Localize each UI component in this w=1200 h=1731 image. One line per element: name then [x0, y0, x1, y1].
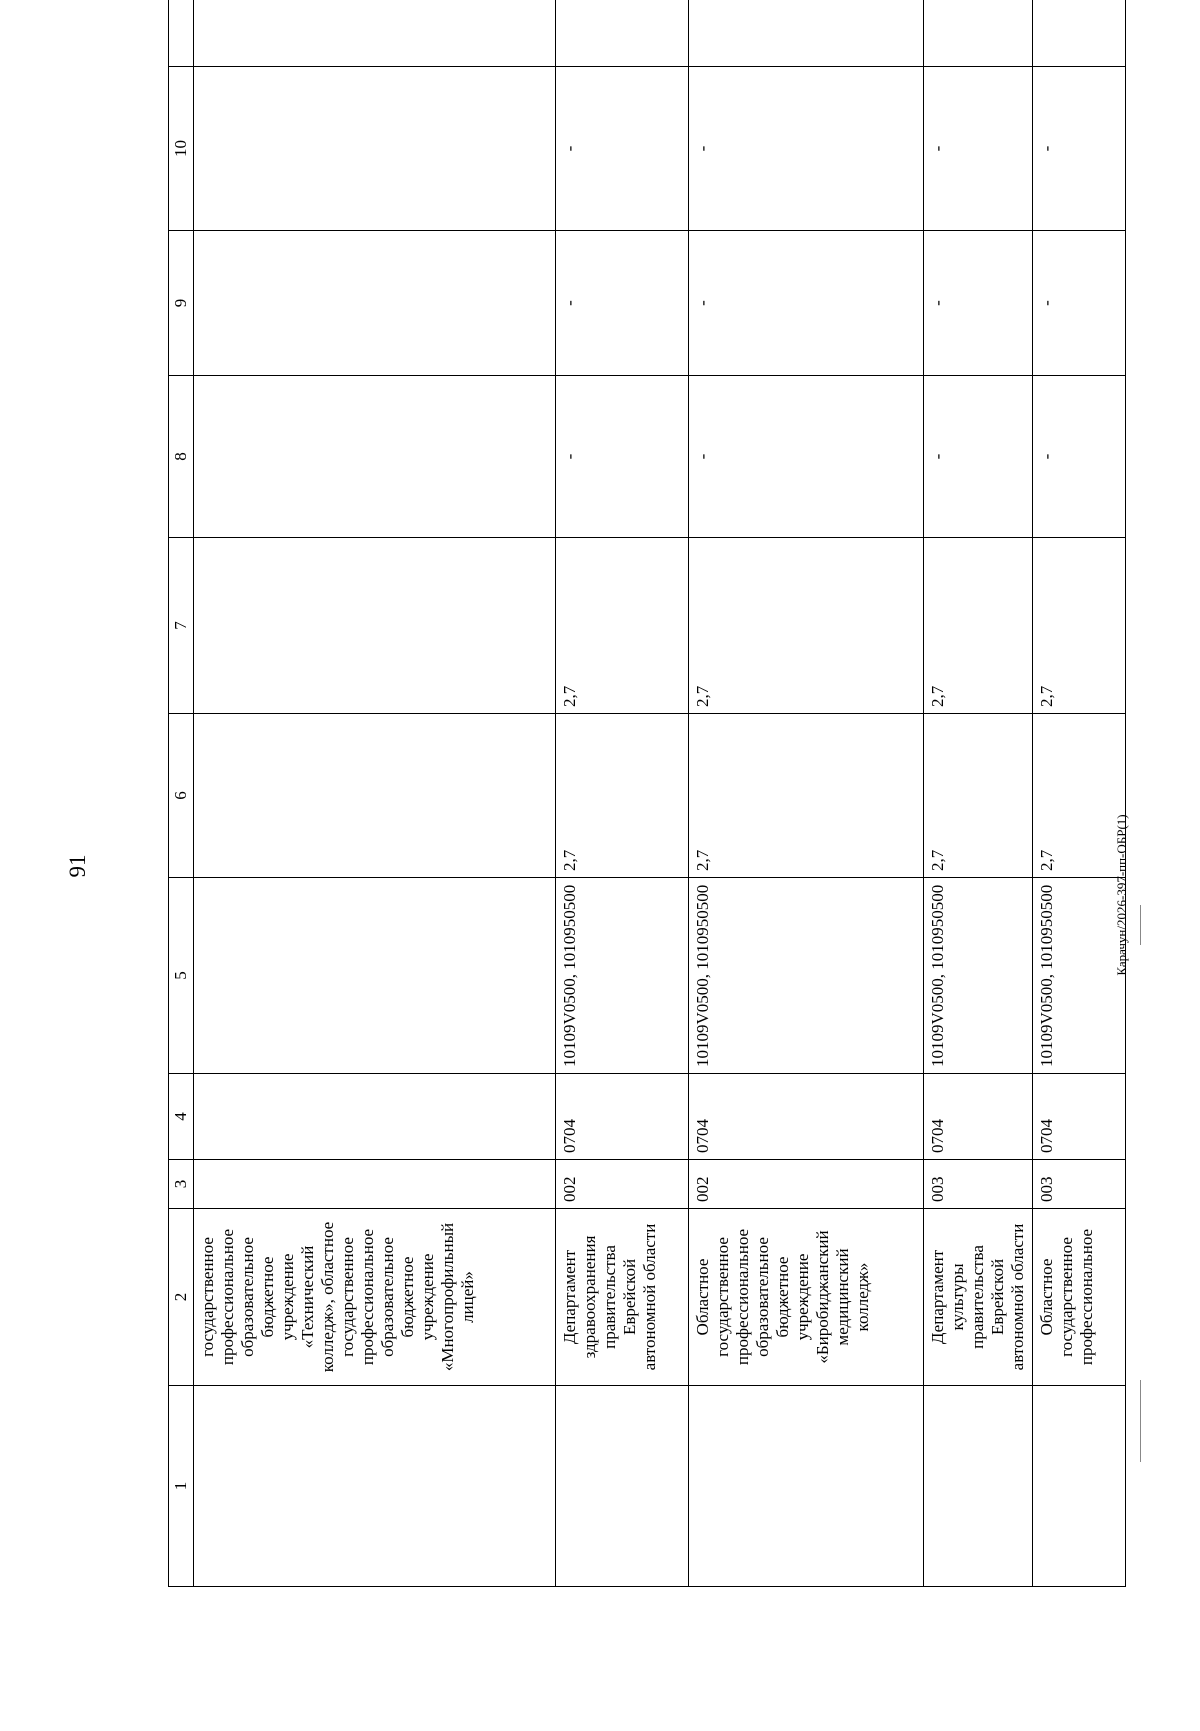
column-header: 1 — [169, 1386, 194, 1587]
column-header: 9 — [169, 231, 194, 376]
cell-c9: - — [924, 231, 1033, 376]
column-header: 5 — [169, 878, 194, 1074]
cell-organization: Областное государственное профессиональное образовательное бюджетное учреждение «Биробиджанский медицинский колледж» — [689, 1209, 924, 1386]
column-header: 6 — [169, 714, 194, 878]
cell-c1 — [194, 1386, 556, 1587]
column-header: 2 — [169, 1209, 194, 1386]
table-row — [194, 0, 556, 1587]
cell-organization: Департамент культуры правительства Еврейской автономной области — [924, 1209, 1033, 1386]
cell-c7: 2,7 — [689, 538, 924, 714]
cell-c5: 10109V0500, 1010950500 — [689, 878, 924, 1074]
cell-c5: 10109V0500, 1010950500 — [1033, 878, 1126, 1074]
cell-c5 — [194, 878, 556, 1074]
cell-c8: - — [556, 376, 689, 538]
cell-c7: 2,7 — [924, 538, 1033, 714]
cell-c8 — [194, 376, 556, 538]
cell-organization: государственное профессиональное образовательное бюджетное учреждение «Технический колледж», областное государственное профессиональное образовательное бюджетное учреждение «Многопрофильный лицей» — [194, 1209, 556, 1386]
cell-c6: 2,7 — [556, 714, 689, 878]
cell-c9: - — [1033, 231, 1126, 376]
cell-organization: Департамент здравоохранения правительства Еврейской автономной области — [556, 1209, 689, 1386]
cell-c7: 2,7 — [556, 538, 689, 714]
cell-c9: - — [689, 231, 924, 376]
cell-c10: - — [924, 67, 1033, 231]
cell-c11 — [689, 0, 924, 67]
table-row — [1033, 0, 1126, 1587]
cell-c9 — [194, 231, 556, 376]
cell-c1 — [924, 1386, 1033, 1587]
rotated-table-sheet — [168, 117, 1123, 1587]
cell-c9: - — [556, 231, 689, 376]
column-header: 4 — [169, 1074, 194, 1160]
cell-c3: 002 — [689, 1160, 924, 1209]
cell-c10 — [194, 67, 556, 231]
cell-c10: - — [556, 67, 689, 231]
table-row — [924, 0, 1033, 1587]
cell-c6: 2,7 — [689, 714, 924, 878]
cell-c5: 10109V0500, 1010950500 — [924, 878, 1033, 1074]
cell-c6: 2,7 — [924, 714, 1033, 878]
cell-c11 — [1033, 0, 1126, 67]
cell-c11 — [924, 0, 1033, 67]
table-row — [556, 0, 689, 1587]
cell-c1 — [689, 1386, 924, 1587]
cell-c7 — [194, 538, 556, 714]
cell-c3: 003 — [1033, 1160, 1126, 1209]
table-row — [689, 0, 924, 1587]
cell-c8: - — [924, 376, 1033, 538]
scan-artifact-line — [1140, 1380, 1141, 1462]
cell-c11 — [556, 0, 689, 67]
cell-c10: - — [1033, 67, 1126, 231]
cell-c4: 0704 — [1033, 1074, 1126, 1160]
cell-c6 — [194, 714, 556, 878]
cell-c1 — [1033, 1386, 1126, 1587]
column-header — [169, 0, 194, 67]
cell-c4 — [194, 1074, 556, 1160]
column-header: 3 — [169, 1160, 194, 1209]
cell-c4: 0704 — [689, 1074, 924, 1160]
budget-table — [168, 0, 1126, 1587]
cell-c3: 003 — [924, 1160, 1033, 1209]
column-header: 8 — [169, 376, 194, 538]
cell-c7: 2,7 — [1033, 538, 1126, 714]
cell-c3 — [194, 1160, 556, 1209]
cell-c8: - — [689, 376, 924, 538]
cell-c11 — [194, 0, 556, 67]
cell-c6: 2,7 — [1033, 714, 1126, 878]
cell-c3: 002 — [556, 1160, 689, 1209]
cell-c8: - — [1033, 376, 1126, 538]
column-header: 7 — [169, 538, 194, 714]
cell-c10: - — [689, 67, 924, 231]
cell-c1 — [556, 1386, 689, 1587]
cell-c4: 0704 — [556, 1074, 689, 1160]
scan-artifact-line — [1140, 905, 1141, 945]
column-number-row — [169, 0, 194, 1587]
cell-c5: 10109V0500, 1010950500 — [556, 878, 689, 1074]
cell-organization: Областное государственное профессиональное — [1033, 1209, 1126, 1386]
column-header: 10 — [169, 67, 194, 231]
cell-c4: 0704 — [924, 1074, 1033, 1160]
